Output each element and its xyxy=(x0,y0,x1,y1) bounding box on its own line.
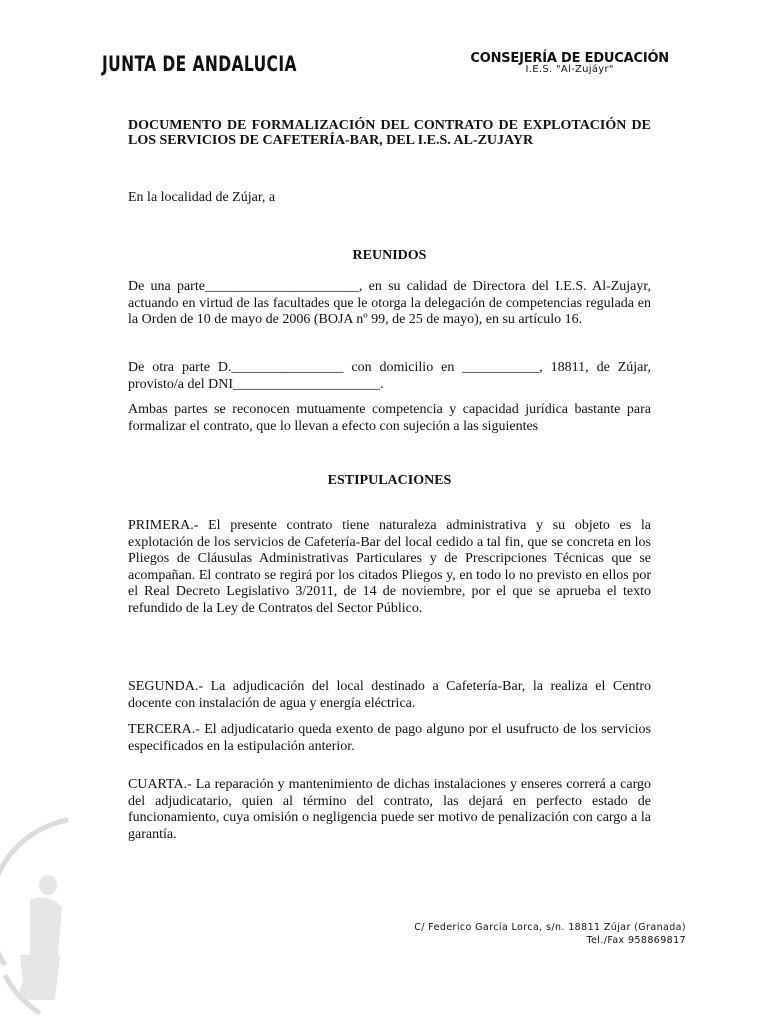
junta-emblem-watermark xyxy=(0,815,70,1015)
reunidos-paragraph-1: De una parte______________________, en su calidad de Directora del I.E.S. Al-Zujayr, actuando en virtud de las facultades que le otorga la delegación de competencias regulada en la Orden de 10 de mayo de 2006 (BOJA nº 99, de 25 de mayo), en su artículo 16. xyxy=(128,279,651,327)
junta-andalucia-logo: JUNTA DE ANDALUCIA xyxy=(102,52,297,76)
estipulaciones-heading: ESTIPULACIONES xyxy=(327,473,452,488)
reunidos-heading: REUNIDOS xyxy=(352,248,427,263)
reunidos-paragraph-2: De otra parte D.________________ con domicilio en ___________, 18811, de Zújar, provisto/a del DNI_____________________. xyxy=(128,360,651,392)
estipulacion-primera: PRIMERA.- El presente contrato tiene naturaleza administrativa y su objeto es la explotación de los servicios de Cafetería-Bar del local cedido a tal fin, que se concreta en los Pliegos de Cláusulas Administrativas Particulares y de Prescripciones Técnicas que se acompañan. El contrato se regirá por los citados Pliegos y, en todo lo no previsto en ellos por el Real Decreto Legislativo 3/2011, de 14 de noviembre, por el que se aprueba el texto refundido de la Ley de Contratos del Sector Público. xyxy=(128,518,651,616)
reunidos-paragraph-3: Ambas partes se reconocen mutuamente competencia y capacidad jurídica bastante para formalizar el contrato, que lo llevan a efecto con sujeción a las siguientes xyxy=(128,402,651,434)
footer-address: C/ Federico García Lorca, s/n. 18811 Zújar (Granada) xyxy=(414,922,686,933)
document-title: DOCUMENTO DE FORMALIZACIÓN DEL CONTRATO DE EXPLOTACIÓN DE LOS SERVICIOS DE CAFETERÍA-BAR, DEL I.E.S. AL-ZUJAYR xyxy=(128,118,651,148)
estipulacion-cuarta: CUARTA.- La reparación y mantenimiento de dichas instalaciones y enseres correrá a cargo del adjudicatario, quien al término del contrato, las dejará en perfecto estado de funcionamiento, cuya omisión o negligencia puede ser motivo de penalización con cargo a la garantía. xyxy=(128,777,651,842)
centro-name: I.E.S. "Al-Zujáyr" xyxy=(525,64,614,75)
page-footer xyxy=(414,921,686,947)
consejeria-name: CONSEJERÍA DE EDUCACIÓN xyxy=(470,51,669,66)
footer-phone: Tel./Fax 958869817 xyxy=(586,935,686,946)
estipulacion-tercera: TERCERA.- El adjudicatario queda exento de pago alguno por el usufructo de los servicios especificados en la estipulación anterior. xyxy=(128,722,651,754)
estipulacion-segunda: SEGUNDA.- La adjudicación del local destinado a Cafetería-Bar, la realiza el Centro docente con instalación de agua y energía eléctrica. xyxy=(128,679,651,711)
consejeria-header xyxy=(470,51,669,75)
location-line: En la localidad de Zújar, a xyxy=(128,190,276,205)
